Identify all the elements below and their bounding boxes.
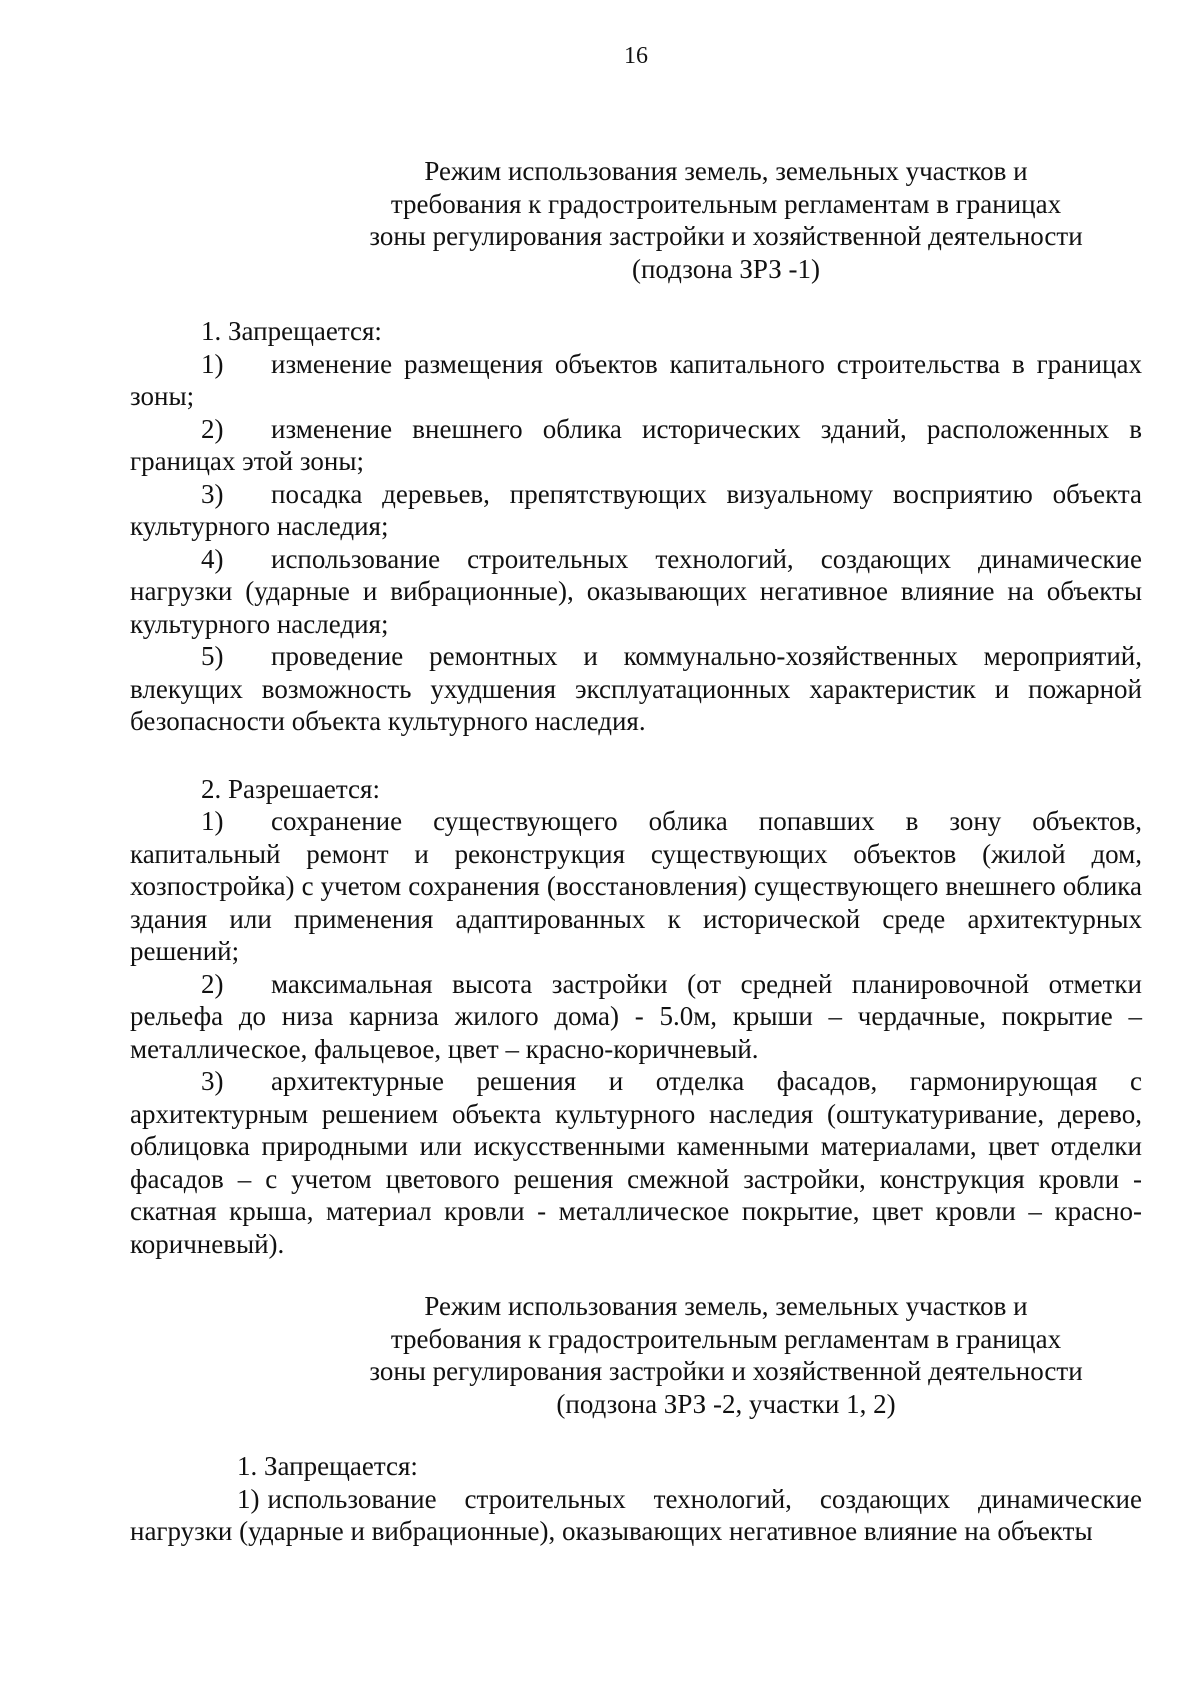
spacer [130,285,1142,315]
prohibited-label: 1. Запрещается: [237,1451,418,1481]
item-text: использование строительных технологий, создающих динамические нагрузки (ударные и вибрационные), оказывающих негативное влияние на объекты культурного наследия; [130,543,1142,639]
item-text: изменение размещения объектов капитального строительства в границах зоны; [130,348,1142,411]
allowed-item [130,1065,1142,1260]
item-text: сохранение существующего облика попавших в зону объектов, капитальный ремонт и реконструкция существующих объектов (жилой дом, хозпостройка) с учетом сохранения (восстановления) существующего внешнего облика здания или применения адаптированных к исторической среде архитектурных решений; [130,806,1142,966]
allowed-label: 2. Разрешается: [201,773,380,804]
heading-line: зоны регулирования застройки и хозяйственной деятельности [369,1356,1083,1386]
heading-line: требования к градостроительным регламентам в границах [390,1323,1062,1354]
section-heading-zrz-2 [130,1290,1142,1420]
prohibited-item [130,1483,1142,1548]
item-text: посадка деревьев, препятствующих визуальному восприятию объекта культурного наследия; [130,478,1142,541]
section-heading-zrz-1 [130,155,1142,285]
heading-line: требования к градостроительным регламентам в границах [390,188,1062,219]
item-text: проведение ремонтных и коммунально-хозяйственных мероприятий, влекущих возможность ухудшения эксплуатационных характеристик и пожарной безопасности объекта культурного наследия. [130,641,1142,736]
heading-line: (подзона ЗРЗ -1) [631,253,821,284]
allowed-item [130,968,1142,1066]
spacer [130,738,1142,773]
prohibited-item [130,413,1142,478]
item-number: 1) [201,806,224,836]
spacer [130,1260,1142,1290]
page-number: 16 [624,43,648,69]
document-body [130,155,1142,1548]
item-text: изменение внешнего облика исторических зданий, расположенных в границах этой зоны; [130,413,1142,476]
item-number: 2) [201,968,224,999]
item-number: 3) [201,478,224,509]
item-text: использование строительных технологий, создающих динамические нагрузки (ударные и вибрационные), оказывающих негативное влияние на объекты [130,1483,1142,1546]
item-number: 1) [237,1483,260,1514]
item-number: 2) [201,413,224,444]
item-text: максимальная высота застройки (от средней планировочной отметки рельефа до низа карниза жилого дома) - 5.0м, крыши – чердачные, покрытие – металлическое, фальцевое, цвет – красно-коричневый. [130,968,1142,1064]
item-number: 1) [201,348,224,379]
heading-line: зоны регулирования застройки и хозяйственной деятельности [369,221,1083,251]
prohibited-item [130,348,1142,413]
heading-line: (подзона ЗРЗ -2, участки 1, 2) [556,1388,896,1419]
prohibited-item [130,640,1142,738]
prohibited-label: 1. Запрещается: [201,316,382,346]
heading-line: Режим использования земель, земельных участков и [424,156,1028,186]
spacer [130,1420,1142,1450]
item-number: 4) [201,543,224,574]
item-number: 5) [201,641,224,671]
allowed-item [130,805,1142,968]
prohibited-item [130,478,1142,543]
heading-line: Режим использования земель, земельных участков и [424,1291,1028,1321]
item-text: архитектурные решения и отделка фасадов, гармонирующая с архитектурным решением объекта культурного наследия (оштукатуривание, дерево, облицовка природными или искусственными каменными материалами, цвет отделки фасадов – с учетом цветового решения смежной застройки, конструкция кровли - скатная крыша, материал кровли - металлическое покрытие, цвет кровли – красно-коричневый). [130,1066,1142,1259]
item-number: 3) [201,1066,224,1096]
prohibited-item [130,543,1142,641]
